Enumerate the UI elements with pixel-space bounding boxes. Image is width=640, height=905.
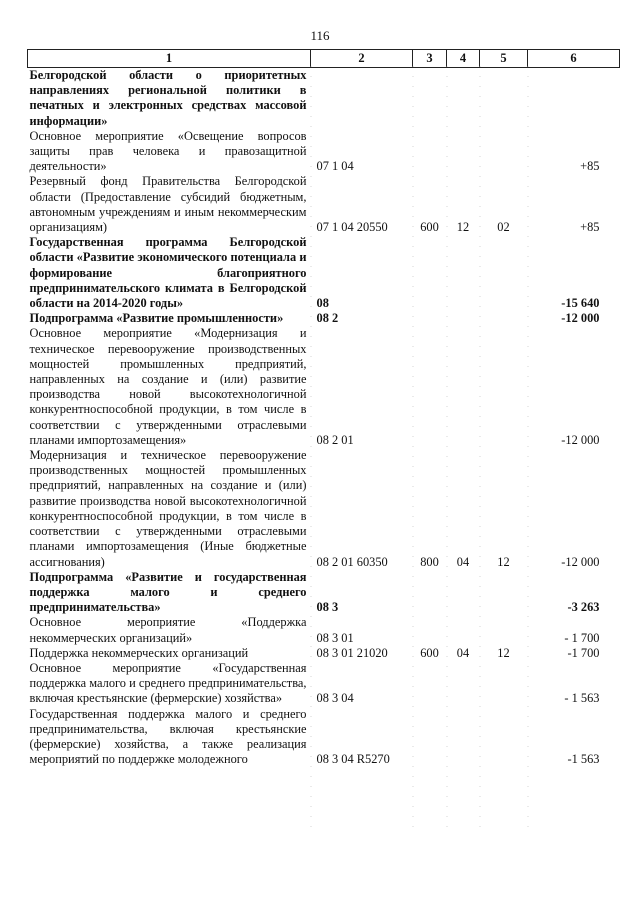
table-row	[28, 570, 620, 616]
row-code-cell: 08 3 04	[316, 691, 354, 706]
row-col4-cell	[447, 661, 480, 707]
row-code-cell: 08 3 04 R5270	[316, 752, 390, 767]
table-row	[28, 68, 620, 129]
row-col4-cell	[447, 570, 480, 616]
row-col3-cell	[413, 129, 447, 175]
row-col3-cell: 600	[420, 220, 439, 235]
row-col4-cell	[447, 326, 480, 448]
row-col3-cell	[413, 68, 447, 129]
page-number: 116	[310, 28, 330, 43]
row-col5-cell	[480, 661, 528, 707]
row-col3-cell: 600	[420, 645, 439, 660]
row-col5-cell	[480, 68, 528, 129]
row-col5-cell	[480, 615, 528, 645]
row-col3-cell	[413, 326, 447, 448]
row-col4-cell	[447, 615, 480, 645]
row-col5-cell	[480, 235, 528, 311]
column-header-4: 4	[447, 50, 480, 68]
row-code-cell: 08 3 01	[316, 630, 354, 645]
row-amount-cell: -1 700	[567, 645, 600, 660]
table-row	[28, 646, 620, 661]
row-col4-cell: 12	[456, 220, 470, 235]
column-header-5: 5	[480, 50, 528, 68]
row-col4-cell: 04	[456, 645, 470, 660]
row-col5-cell	[480, 311, 528, 326]
table-row	[28, 174, 620, 235]
row-name-cell: Подпрограмма «Развитие и государственная поддержка малого и среднего предпринимательства»	[29, 569, 307, 615]
row-col4-cell	[447, 707, 480, 768]
row-col3-cell	[413, 311, 447, 326]
row-col3-cell	[413, 615, 447, 645]
row-col4-cell: 04	[456, 554, 470, 569]
row-name-cell: Основное мероприятие «Освещение вопросов защиты прав человека и правозащитной деятельности»	[29, 128, 307, 174]
row-name-cell: Основное мероприятие «Модернизация и техническое перевооружение производственных мощностей промышленных предприятий, направленных на создание и (или) развитие производства новой высокотехнологичной конкурентноспособной продукции, в том числе в соответствии с утвержденными отраслевыми планами импортозамещения»	[29, 326, 307, 447]
row-amount-cell: - 1 700	[564, 630, 600, 645]
table-row	[28, 707, 620, 768]
row-amount-cell: -1 563	[567, 752, 600, 767]
row-col5-cell	[480, 570, 528, 616]
row-name-cell: Поддержка некоммерческих организаций	[29, 645, 249, 660]
row-col3-cell	[413, 570, 447, 616]
column-header-1: 1	[28, 50, 311, 68]
row-amount-cell: -12 000	[561, 311, 600, 326]
table-row	[28, 326, 620, 448]
row-name-cell: Подпрограмма «Развитие промышленности»	[29, 311, 284, 326]
row-name-cell: Модернизация и техническое перевооружение производственных мощностей промышленных предприятий, направленных на создание и (или) развитие производства новой высокотехнологичной конкурентноспособной продукции, в том числе в соответствии с утвержденными отраслевыми планами импортозамещения (Иные бюджетные ассигнования)	[29, 448, 307, 569]
row-col3-cell	[413, 707, 447, 768]
row-col5-cell: 12	[497, 554, 510, 569]
row-code-cell: 08 2 01 60350	[316, 554, 388, 569]
row-code-cell: 08	[316, 296, 329, 311]
row-code-cell: 08 2 01	[316, 432, 354, 447]
table-row	[28, 129, 620, 175]
row-name-cell: Основное мероприятие «Государственная поддержка малого и среднего предпринимательства, включая крестьянские (фермерские) хозяйства»	[29, 660, 307, 706]
row-code-cell: 08 3	[316, 600, 339, 615]
row-amount-cell: +85	[580, 159, 600, 174]
row-col3-cell: 800	[420, 554, 439, 569]
row-name-cell: Государственная программа Белгородской области «Развитие экономического потенциала и формирование благоприятного предпринимательского климата в Белгородской области на 2014-2020 годы»	[29, 235, 307, 311]
row-amount-cell: - 1 563	[564, 691, 600, 706]
column-header-3: 3	[413, 50, 447, 68]
row-amount-cell: -15 640	[561, 296, 600, 311]
row-col3-cell	[413, 235, 447, 311]
row-col3-cell	[413, 661, 447, 707]
column-header-6: 6	[528, 50, 620, 68]
row-amount-cell: +85	[580, 220, 600, 235]
row-col5-cell: 12	[497, 645, 510, 660]
row-code-cell: 08 2	[316, 311, 339, 326]
table-row	[28, 235, 620, 311]
row-amount-cell: -12 000	[561, 432, 600, 447]
row-col5-cell: 02	[497, 220, 510, 235]
row-amount-cell: -12 000	[561, 554, 600, 569]
row-amount-cell	[528, 68, 620, 129]
row-code-cell: 07 1 04	[316, 159, 354, 174]
row-col4-cell	[447, 311, 480, 326]
table-row	[28, 448, 620, 570]
column-header-2: 2	[311, 50, 413, 68]
row-name-cell: Резервный фонд Правительства Белгородской области (Предоставление субсидий бюджетным, автономным учреждениям и иным некоммерческим организациям)	[29, 174, 307, 235]
row-amount-cell: -3 263	[567, 600, 600, 615]
row-col5-cell	[480, 326, 528, 448]
row-col4-cell	[447, 68, 480, 129]
row-code-cell	[311, 68, 413, 129]
table-header-row	[28, 50, 620, 68]
table-row	[28, 615, 620, 645]
row-name-cell: Государственная поддержка малого и среднего предпринимательства, включая крестьянские (фермерские) хозяйства, а также реализация мероприятий по поддержке молодежного	[29, 706, 307, 767]
table-row	[28, 661, 620, 707]
row-name-cell: Основное мероприятие «Поддержка некоммерческих организаций»	[29, 615, 307, 645]
row-code-cell: 07 1 04 20550	[316, 220, 388, 235]
table-row	[28, 311, 620, 326]
budget-table	[27, 49, 620, 767]
row-col5-cell	[480, 129, 528, 175]
row-name-cell: Белгородской области о приоритетных направлениях региональной политики в печатных и электронных средствах массовой информации»	[29, 68, 307, 128]
row-col5-cell	[480, 707, 528, 768]
row-col4-cell	[447, 235, 480, 311]
row-code-cell: 08 3 01 21020	[316, 645, 388, 660]
row-col4-cell	[447, 129, 480, 175]
